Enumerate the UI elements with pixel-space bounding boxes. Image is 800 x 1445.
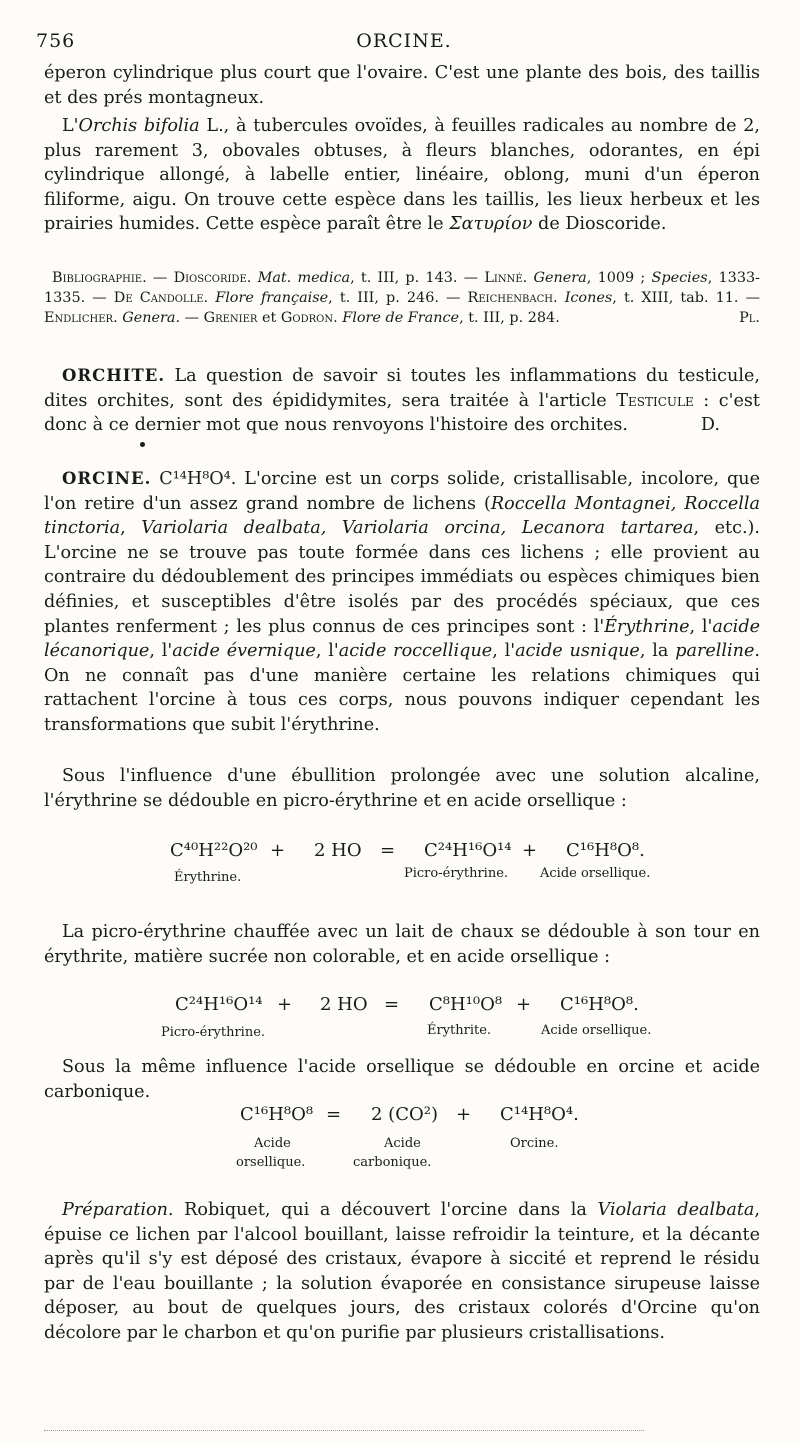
- paragraph-orsellique: Sous la même influence l'acide orsellique se dédouble en orcine et acide carbonique.: [44, 1057, 760, 1102]
- equation-2: C²⁴H¹⁶O¹⁴ + 2 HO = C⁸H¹⁰O⁸ + C¹⁶H⁸O⁸. Picro-érythrine. Érythrite. Acide orsellique.: [161, 994, 652, 1040]
- paragraph-preparation: Préparation. Robiquet, qui a découvert l'orcine dans la Violaria dealbata, épuise ce lichen par l'alcool bouillant, laisse refroidir la teinture, et la décante après qu'il s'y est déposé des cristaux, évapore à siccité et reprend le résidu par de l'eau bouillante ; la solution évaporée en consistance sirupeuse laisse déposer, au bout de quelques jours, des cristaux colorés d'Orcine qu'on décolore par le charbon et qu'on purifie par plusieurs cristallisations.: [44, 1200, 760, 1343]
- article-orcine: ORCINE. C¹⁴H⁸O⁴. L'orcine est un corps solide, cristallisable, incolore, que l'on retire d'un assez grand nombre de lichens (Roccella Montagnei, Roccella tinctoria, Variolaria dealbata, Variolaria orcina, Lecanora tartarea, etc.). L'orcine ne se trouve pas toute formée dans ces lichens ; elle provient au contraire du dédoublement des principes immédiats ou espèces chimiques bien définies, et susceptibles d'être isolés par des procédés spéciaux, que ces plantes renferment ; les plus connus de ces principes sont : l'Érythrine, l'acide lécanorique, l'acide évernique, l'acide roccellique, l'acide usnique, la parelline. On ne connaît pas d'une manière certaine les relations chimiques qui rattachent l'orcine à tous ces corps, nous pouvons indiquer cependant les transformations que subit l'érythrine.: [44, 469, 761, 735]
- headword-orchite: ORCHITE.: [62, 366, 166, 385]
- author-initials: Pl.: [739, 310, 760, 326]
- paragraph-continuation: éperon cylindrique plus court que l'ovaire. C'est une plante des bois, des taillis et des prés montagneux.: [44, 63, 760, 108]
- equation-3: C¹⁶H⁸O⁸ = 2 (CO²) + C¹⁴H⁸O⁴. Acide orsellique. Acide carbonique. Orcine.: [236, 1104, 579, 1170]
- paragraph-orchis-bifolia: L'Orchis bifolia L., à tubercules ovoïdes, à feuilles radicales au nombre de 2, plus rarement 3, obovales obtuses, à fleurs blanches, odorantes, en épi cylindrique allongé, à labelle entier, linéaire, oblong, muni d'un éperon filiforme, aigu. On trouve cette espèce dans les taillis, les lieux herbeux et les prairies humides. Cette espèce paraît être le Σατυρίον de Dioscoride.: [44, 116, 760, 235]
- running-title: ORCINE.: [356, 30, 452, 52]
- bibliography: Bibliographie. — Dioscoride. Mat. medica, t. III, p. 143. — Linné. Genera, 1009 ; Species, 1333-1335. — De Candolle. Flore française, t. III, p. 246. — Reichenbach. Icones, t. XIII, tab. 11. — Endlicher. Genera. — Grenier et Godron. Flore de France, t. III, p. 284. Pl.: [44, 270, 760, 326]
- page-header: [36, 30, 764, 54]
- headword-orcine: ORCINE.: [62, 469, 152, 488]
- formula-orcine: C¹⁴H⁸O⁴.: [151, 469, 237, 489]
- paragraph-picro-erythrine: La picro-érythrine chauffée avec un lait de chaux se dédouble à son tour en érythrite, matière sucrée non colorable, et en acide orsellique :: [44, 922, 760, 967]
- equation-1: C⁴⁰H²²O²⁰ + 2 HO = C²⁴H¹⁶O¹⁴ + C¹⁶H⁸O⁸. Érythrine. Picro-érythrine. Acide orsellique.: [170, 840, 651, 885]
- paragraph-ebullition: Sous l'influence d'une ébullition prolongée avec une solution alcaline, l'érythrine se dédouble en picro-érythrine et en acide orsellique :: [44, 766, 760, 811]
- bottom-rule: [44, 1430, 644, 1431]
- section-label-preparation: Préparation.: [62, 1200, 174, 1220]
- author-signature: D.: [700, 415, 720, 436]
- page-number: 756: [36, 30, 76, 52]
- ink-dot: [140, 442, 145, 447]
- article-orchite: ORCHITE. La question de savoir si toutes les inflammations du testicule, dites orchites, sont des épididymites, sera traitée à l'article Testicule : c'est donc à ce dernier mot que nous renvoyons l'histoire des orchites. D.: [44, 364, 760, 438]
